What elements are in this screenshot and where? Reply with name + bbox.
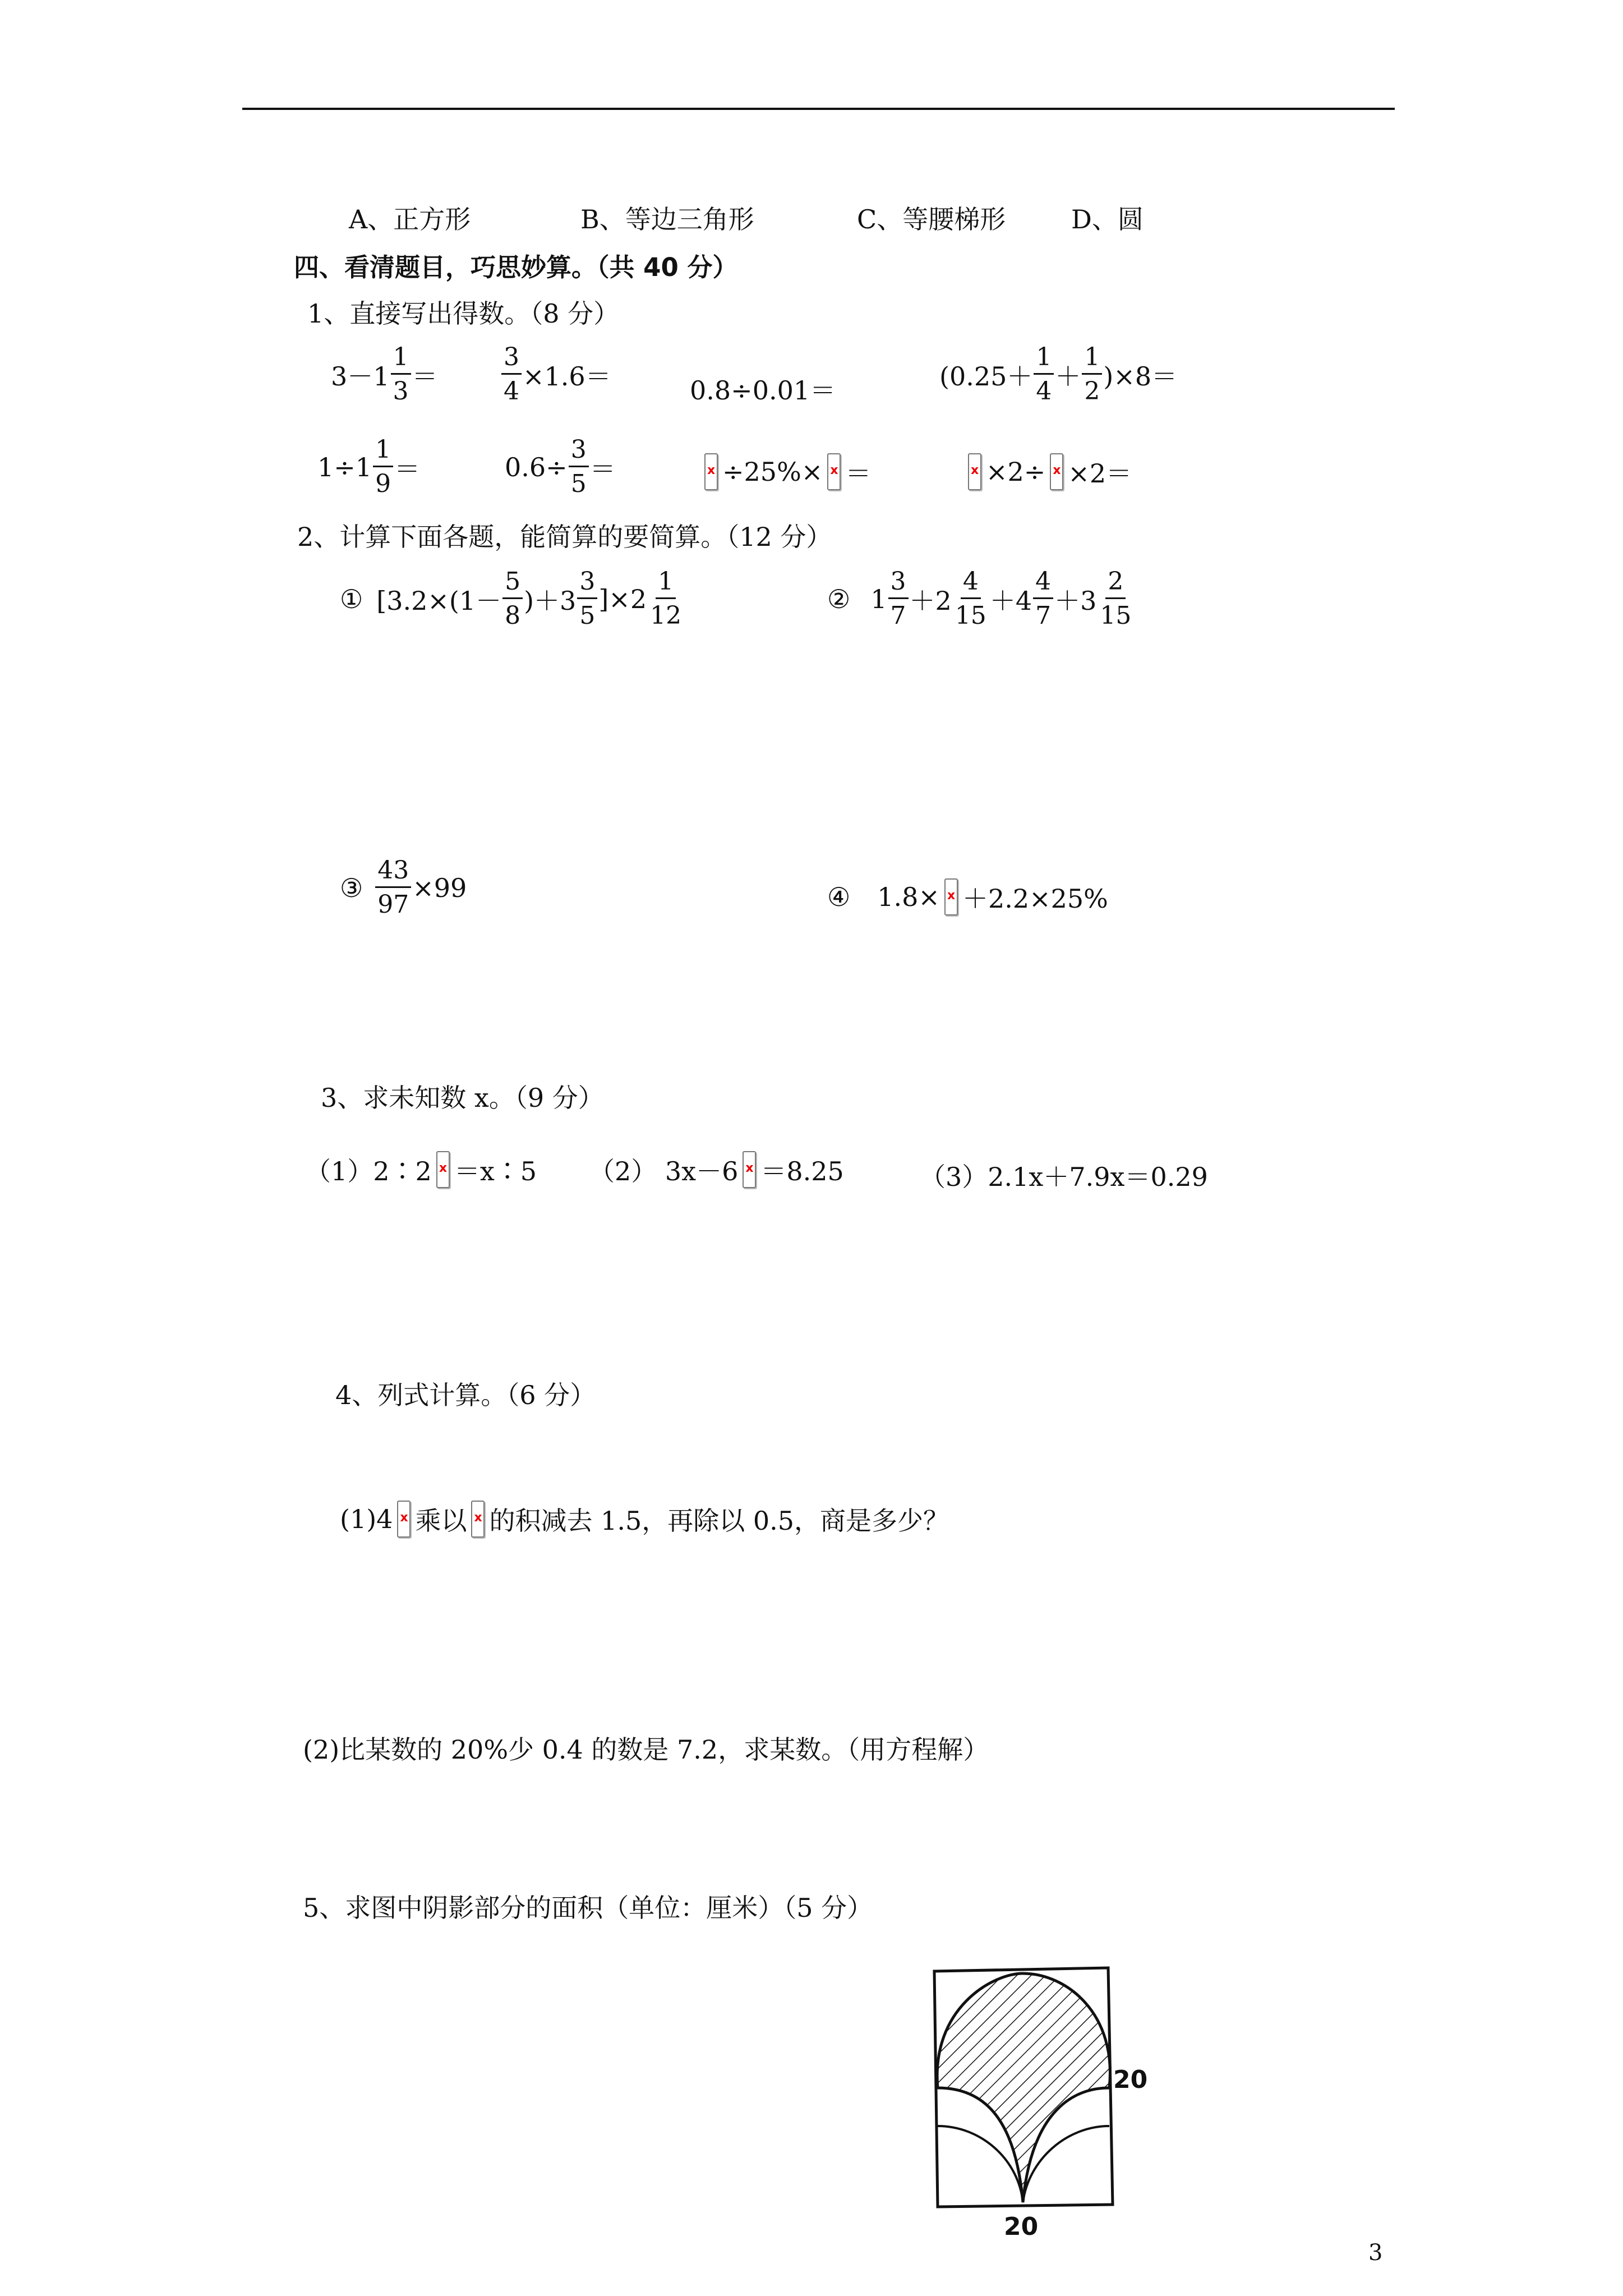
label-bottom: 20 [1004,2212,1039,2241]
fraction: $\frac{2}{15}$ [1100,567,1132,630]
fraction: $\frac{3}{5}$ [569,438,589,496]
header-rule [242,108,1395,110]
broken-image-icon [397,1501,411,1538]
fraction: $\frac{1}{3}$ [391,345,411,404]
fraction: $\frac{5}{8}$ [502,569,523,628]
section-title: 四、看清题目，巧思妙算。（共 40 分） [294,252,738,282]
q2-problem-1: ① [3.2×(1－ $\frac{5}{8}$ )＋3 $\frac{3}{5}$ ]×2 $\frac{1}{12}$ [340,569,685,628]
q4-problem-2: (2)比某数的 20%少 0.4 的数是 7.2，求某数。（用方程解） [303,1734,989,1765]
q2-problem-2: ② 1 $\frac{3}{7}$ ＋2 $\frac{4}{15}$ ＋4 $\frac{4}{7}$ ＋3 $\frac{2}{15}$ [827,569,1135,628]
fraction: $\frac{43}{97}$ [375,858,411,917]
broken-image-icon [471,1501,485,1538]
fraction: $\frac{3}{4}$ [501,345,522,404]
fraction: $\frac{4}{15}$ [955,567,986,630]
option-a: A、正方形 [349,204,471,234]
q3-problem-1: （1）2∶2 x ＝x∶5 [305,1151,537,1188]
fraction: $\frac{1}{9}$ [373,438,393,496]
option-b: B、等边三角形 [580,204,754,234]
fraction: $\frac{4}{7}$ [1033,569,1053,628]
q1-expr-8: x ×2÷ x ×2＝ [963,453,1132,490]
q3-title: 3、求未知数 x。（9 分） [321,1083,604,1113]
broken-image-icon [968,453,981,490]
q3-problem-3: （3）2.1x＋7.9x＝0.29 [920,1162,1208,1192]
broken-image-icon [704,453,718,490]
broken-image-icon [1050,453,1063,490]
broken-image-icon [827,453,841,490]
fraction: $\frac{3}{5}$ [577,569,597,628]
q1-title: 1、直接写出得数。（8 分） [307,298,620,329]
q2-problem-3: ③ $\frac{43}{97}$ ×99 [340,856,467,919]
label-right: 20 [1113,2065,1148,2094]
q1-expr-3: 0.8÷0.01＝ [690,375,836,406]
broken-image-icon [436,1151,450,1188]
q2-title: 2、计算下面各题，能简算的要简算。（12 分） [297,522,832,552]
q1-expr-6: 0.6÷ $\frac{3}{5}$ ＝ [505,435,616,498]
q2-problem-4: ④ 1.8× x ＋2.2×25% [827,878,1108,915]
q1-expr-5: 1÷1 $\frac{1}{9}$ ＝ [317,435,421,498]
fraction: $\frac{1}{12}$ [650,567,682,630]
q1-expr-7: x ÷25%× x ＝ [700,453,871,490]
broken-image-icon [944,878,958,915]
fraction: $\frac{1}{4}$ [1034,345,1054,404]
page-number: 3 [1368,2240,1383,2266]
q4-problem-1: (1)4 x 乘以 x 的积减去 1.5，再除以 0.5，商是多少？ [340,1501,949,1538]
q5-title: 5、求图中阴影部分的面积（单位：厘米）（5 分） [303,1893,873,1923]
fraction: $\frac{1}{2}$ [1082,345,1102,404]
q3-problem-2: （2） 3x－6 x ＝8.25 [589,1151,844,1188]
fraction: $\frac{3}{7}$ [888,569,909,628]
option-c: C、等腰梯形 [857,204,1006,234]
option-d: D、圆 [1071,204,1144,234]
q1-expr-2: $\frac{3}{4}$ ×1.6＝ [500,345,611,404]
q4-title: 4、列式计算。（6 分） [335,1380,596,1410]
q1-expr-4: (0.25＋ $\frac{1}{4}$ ＋ $\frac{1}{2}$ )×8＝ [939,343,1178,406]
q1-expr-1: 3－1 $\frac{1}{3}$ ＝ [331,343,438,406]
broken-image-icon [743,1151,756,1188]
